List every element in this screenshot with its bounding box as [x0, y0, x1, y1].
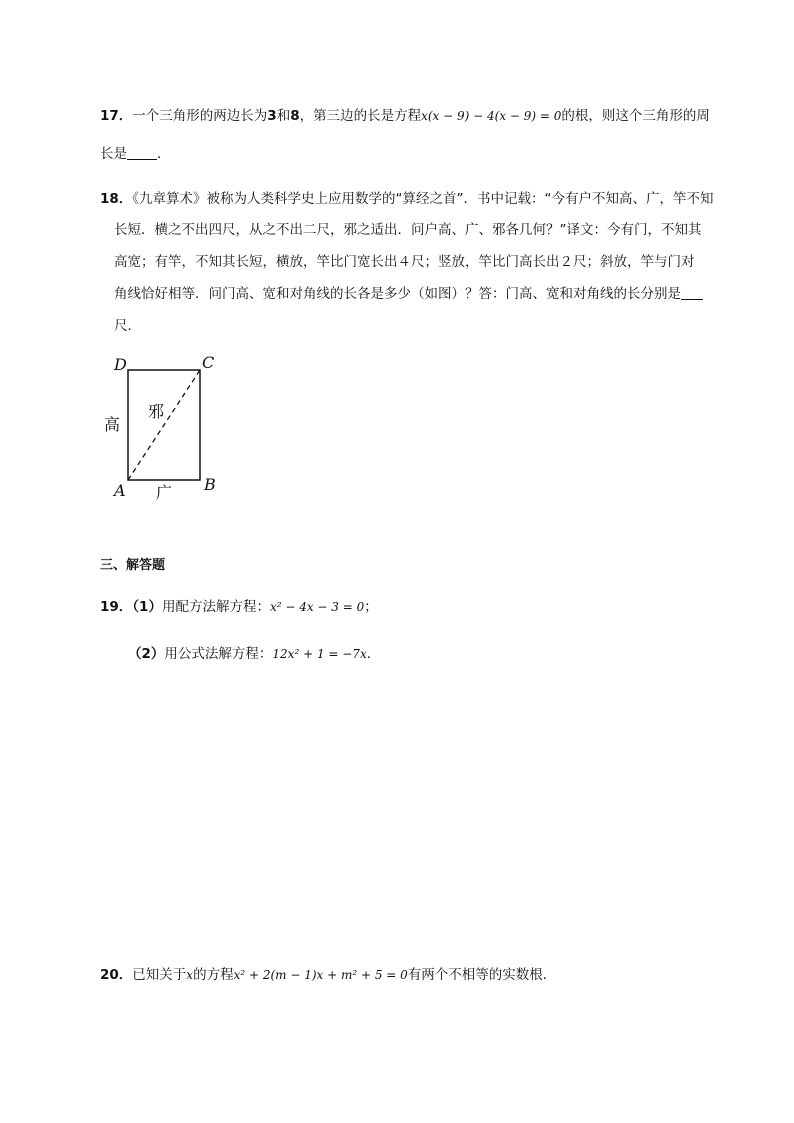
q20-variable: x	[186, 968, 194, 982]
q17-text-mid: ，第三边的长是方程	[299, 108, 422, 124]
q17-line-1	[100, 107, 710, 125]
q17-number: 17．	[100, 108, 133, 124]
q18-figure	[100, 350, 230, 510]
q18-text-line-1: 《九章算术》被称为人类科学史上应用数学的“算经之首”．书中记载：“今有户不知高、广，竿不知	[132, 191, 714, 207]
vertex-c-label: C	[202, 353, 215, 372]
height-label: 高	[104, 415, 121, 434]
q19-part1-label: （1）	[132, 599, 162, 615]
q19-part1-end: ；	[364, 599, 378, 615]
q19-part2-label: （2）	[128, 646, 165, 662]
section-title: 三、解答题	[100, 558, 166, 573]
q19-part1-equation: x² − 4x − 3 = 0	[269, 600, 365, 614]
q20-text-after: 有两个不相等的实数根．	[407, 967, 557, 983]
q20-line-1	[100, 966, 556, 984]
q18-line-4	[114, 285, 703, 303]
q20-equation: x² + 2(m − 1)x + m² + 5 = 0	[233, 968, 408, 982]
q20-number: 20．	[100, 967, 133, 983]
q17-side-a: 3	[267, 108, 277, 124]
q17-line2-before: 长是	[100, 146, 127, 162]
q18-line-3: 高宽；有竿，不知其长短，横放，竿比门宽长出４尺；竖放，竿比门高长出２尺；斜放，竿与门对	[114, 254, 695, 270]
q20-text-before: 已知关于	[132, 967, 187, 983]
diagonal-label: 邪	[148, 402, 165, 421]
q19-part2-equation: 12x² + 1 = −7x	[272, 647, 367, 661]
q18-line-5: 尺．	[114, 318, 141, 334]
width-label: 广	[156, 483, 173, 502]
q17-equation: x(x − 9) − 4(x − 9) = 0	[421, 109, 562, 123]
q18-number: 18．	[100, 191, 133, 207]
q17-text-before: 一个三角形的两边长为	[132, 108, 268, 124]
q19-part2-end: ．	[366, 646, 381, 662]
q17-side-b: 8	[290, 108, 300, 124]
vertex-d-label: D	[114, 355, 127, 374]
q18-line-1	[100, 190, 714, 208]
q18-text-line-4: 角线恰好相等．问门高、宽和对角线的长各是多少（如图）？答：门高、宽和对角线的长分别是	[114, 286, 681, 302]
q18-answer-blank	[681, 286, 703, 300]
q19-line-1	[100, 598, 378, 616]
vertex-a-label: A	[114, 481, 126, 500]
q19-part2-text: 用公式法解方程：	[164, 646, 273, 662]
q18-line-2: 长短．横之不出四尺，从之不出二尺，邪之适出．问户高、广、邪各几何？”译文：今有门，不知其	[114, 222, 702, 238]
q19-number: 19．	[100, 599, 133, 615]
q17-conj: 和	[276, 108, 291, 124]
q20-text-mid: 的方程	[193, 967, 234, 983]
q17-text-after: 的根，则这个三角形的周	[561, 108, 710, 124]
door-diagonal	[128, 370, 200, 480]
q17-answer-blank	[127, 146, 157, 160]
q19-line-2	[128, 645, 380, 663]
vertex-b-label: B	[204, 475, 216, 494]
q19-part1-text: 用配方法解方程：	[161, 599, 270, 615]
q17-line-2	[100, 145, 171, 163]
q17-line2-after: ．	[157, 146, 171, 162]
